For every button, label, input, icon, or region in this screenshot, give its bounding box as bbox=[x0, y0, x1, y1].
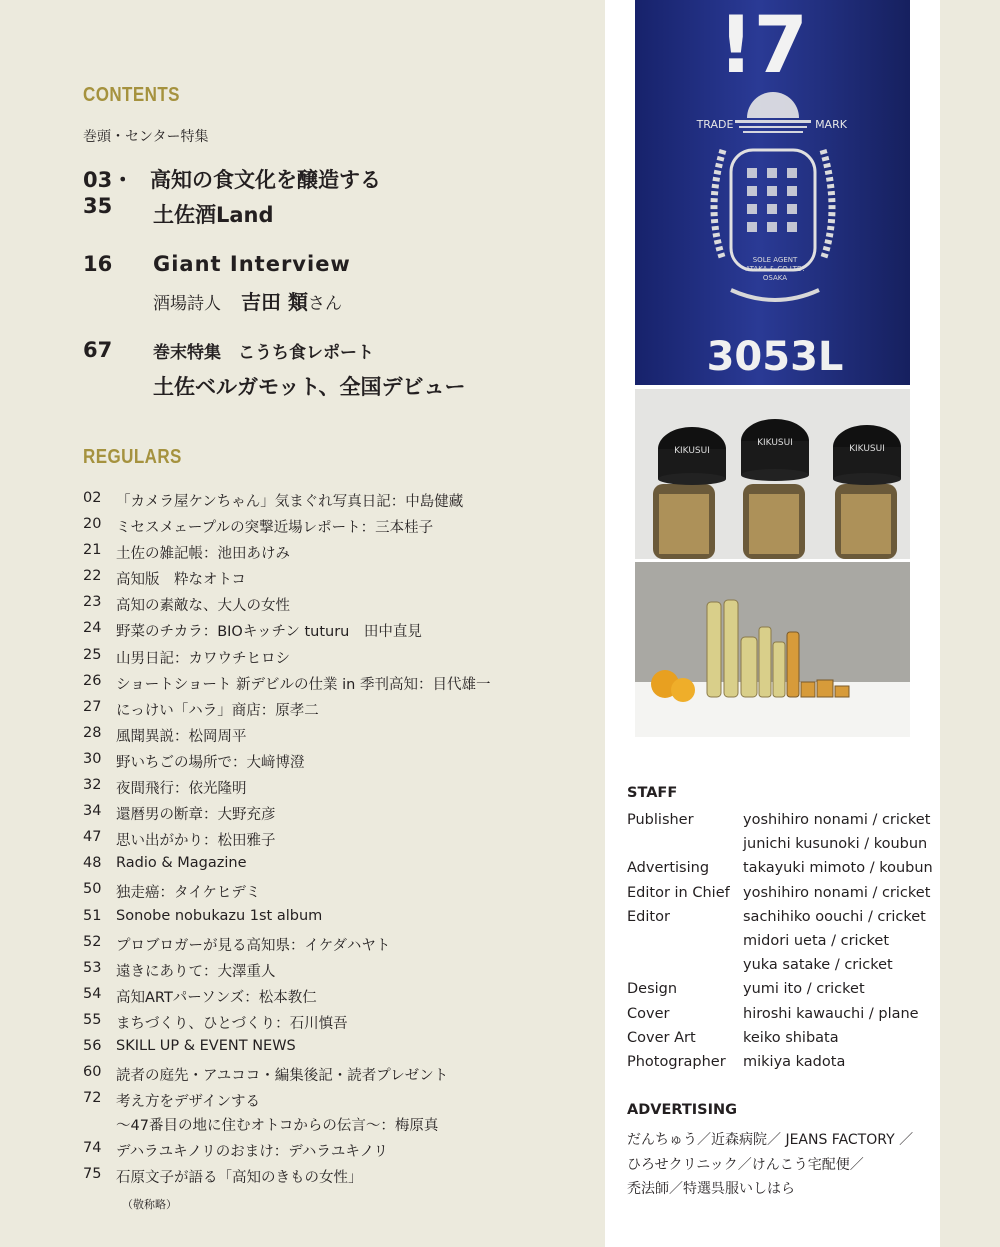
item-title: 高知版 粋なオトコ bbox=[116, 572, 246, 589]
staff-name: keiko shibata bbox=[743, 1029, 839, 1046]
bottles-photo bbox=[635, 562, 910, 737]
item-title: 独走癌：タイケヒデミ bbox=[116, 885, 261, 902]
page-number: 20 bbox=[83, 516, 102, 533]
page-number: 55 bbox=[83, 1011, 102, 1028]
staff-role: Advertising bbox=[627, 860, 710, 877]
item-title: 山男日記：カワウチヒロシ bbox=[116, 650, 290, 667]
page-number: 23 bbox=[83, 594, 102, 611]
tank-capacity: 3053L bbox=[706, 334, 844, 380]
page-number: 34 bbox=[83, 803, 102, 820]
cap-brand: KIKUSUI bbox=[674, 446, 710, 456]
staff-name: junichi kusunoki / koubun bbox=[743, 836, 928, 853]
page-number: 25 bbox=[83, 646, 102, 663]
staff-role: Photographer bbox=[627, 1053, 726, 1070]
feature-page-number: 03・35 bbox=[83, 168, 134, 218]
interviewee-role: 酒場詩人 bbox=[153, 294, 221, 314]
cap-brand: KIKUSUI bbox=[757, 438, 793, 448]
item-title: にっけい「ハラ」商店：原孝二 bbox=[116, 702, 319, 719]
feature-page-number: 16 bbox=[83, 252, 113, 276]
item-title: 土佐の雑記帳：池田あけみ bbox=[116, 546, 290, 563]
item-title: プロブロガーが見る高知県：イケダハヤト bbox=[116, 937, 391, 954]
item-title: ミセスメェープルの突撃近場レポート：三本桂子 bbox=[116, 520, 434, 537]
feature-page-number: 67 bbox=[83, 338, 113, 362]
interviewee-name: 吉田 類 bbox=[241, 290, 308, 314]
page-number: 51 bbox=[83, 907, 102, 924]
page-number: 53 bbox=[83, 959, 102, 976]
staff-role: Cover bbox=[627, 1005, 670, 1022]
page-number: 22 bbox=[83, 568, 102, 585]
staff-role: Cover Art bbox=[627, 1029, 696, 1046]
item-title: SKILL UP & EVENT NEWS bbox=[116, 1037, 296, 1054]
staff-name: hiroshi kawauchi / plane bbox=[743, 1005, 919, 1022]
item-title: まちづくり、ひとづくり：石川慎吾 bbox=[116, 1015, 348, 1032]
item-title: 「カメラ屋ケンちゃん」気まぐれ写真日記：中島健藏 bbox=[116, 494, 464, 510]
feature-title: Giant Interview bbox=[153, 252, 351, 276]
advertisers-list bbox=[627, 1128, 913, 1202]
page-number: 56 bbox=[83, 1037, 102, 1054]
staff-name: yoshihiro nonami / cricket bbox=[743, 812, 931, 828]
staff-heading: STAFF bbox=[627, 785, 678, 801]
page-number: 50 bbox=[83, 881, 102, 898]
feature-subtitle: 土佐ベルガモット、全国デビュー bbox=[153, 375, 466, 399]
staff-name: takayuki mimoto / koubun bbox=[743, 860, 933, 877]
advertisers-line: 禿法師／特選呉服いしはら bbox=[627, 1181, 795, 1197]
item-title: デハラユキノリのおまけ：デハラユキノリ bbox=[116, 1144, 389, 1161]
item-title: 夜間飛行：依光隆明 bbox=[116, 781, 247, 798]
tank-number: !7 bbox=[718, 1, 808, 91]
item-title: 読者の庭先・アユココ・編集後記・読者プレゼント bbox=[116, 1068, 449, 1085]
staff-role: Publisher bbox=[627, 812, 694, 828]
page-number: 72 bbox=[83, 1090, 102, 1107]
staff-role: Editor bbox=[627, 908, 670, 925]
staff-role: Editor in Chief bbox=[627, 884, 730, 901]
contents-heading: CONTENTS bbox=[83, 84, 180, 106]
honorific: さん bbox=[307, 294, 342, 314]
feature-subtitle: 土佐酒Land bbox=[153, 203, 274, 227]
staff-role: Design bbox=[627, 981, 678, 998]
tank-photo bbox=[635, 0, 910, 385]
item-title: 高知ARTパーソンズ：松本教仁 bbox=[116, 989, 317, 1006]
item-title: Sonobe nobukazu 1st album bbox=[116, 907, 323, 924]
item-title: 石原文子が語る「高知のきもの女性」 bbox=[116, 1170, 363, 1187]
page-number: 48 bbox=[83, 855, 102, 872]
page-number: 28 bbox=[83, 724, 102, 741]
maker-line-3: OSAKA bbox=[762, 274, 788, 282]
page-number: 75 bbox=[83, 1166, 102, 1183]
honorific-note: （敬称略） bbox=[122, 1198, 177, 1211]
page-number: 30 bbox=[83, 750, 102, 767]
feature-section-label: 巻頭・センター特集 bbox=[83, 129, 209, 145]
feature-title: 高知の食文化を醸造する bbox=[150, 168, 381, 192]
item-title: 考え方をデザインする bbox=[116, 1094, 260, 1111]
page-number: 32 bbox=[83, 777, 102, 794]
regulars-heading: REGULARS bbox=[83, 446, 182, 468]
staff-name: midori ueta / cricket bbox=[743, 932, 890, 949]
staff-name: yoshihiro nonami / cricket bbox=[743, 884, 931, 901]
item-title: 高知の素敵な、大人の女性 bbox=[116, 598, 290, 615]
page-number: 02 bbox=[83, 490, 102, 506]
page-number: 47 bbox=[83, 829, 102, 846]
item-title: 思い出がかり：松田雅子 bbox=[116, 833, 276, 850]
page-number: 26 bbox=[83, 672, 102, 689]
page-number: 74 bbox=[83, 1140, 102, 1157]
page-number: 52 bbox=[83, 933, 102, 950]
feature-title: 巻末特集 こうち食レポート bbox=[153, 343, 374, 363]
page-number: 24 bbox=[83, 620, 102, 637]
page-number: 21 bbox=[83, 542, 102, 559]
page-number: 60 bbox=[83, 1064, 102, 1081]
item-title: 野いちごの場所で：大﨑博澄 bbox=[116, 754, 305, 771]
item-title: 風聞異説：松岡周平 bbox=[116, 728, 247, 745]
bottle-caps-photo bbox=[635, 389, 910, 559]
item-title: 遠きにありて：大澤重人 bbox=[116, 963, 276, 980]
item-title: ショートショート 新デビルの仕業 in 季刊高知：目代雄一 bbox=[116, 676, 491, 693]
page-number: 27 bbox=[83, 698, 102, 715]
staff-name: yumi ito / cricket bbox=[743, 981, 865, 998]
item-title: 野菜のチカラ：BIOキッチン tuturu 田中直見 bbox=[116, 624, 422, 641]
advertisers-line: だんちゅう／近森病院／ JEANS FACTORY ／ bbox=[627, 1132, 914, 1148]
staff-name: sachihiko oouchi / cricket bbox=[743, 908, 926, 925]
advertising-heading: ADVERTISING bbox=[627, 1102, 738, 1118]
item-title: 還暦男の断章：大野充彦 bbox=[116, 807, 276, 824]
item-title: Radio & Magazine bbox=[116, 855, 247, 872]
staff-name: mikiya kadota bbox=[743, 1053, 846, 1070]
feature-subtitle bbox=[153, 286, 342, 315]
advertisers-line: ひろせクリニック／けんこう宅配便／ bbox=[627, 1156, 864, 1173]
maker-line-1: SOLE AGENT bbox=[752, 256, 798, 264]
mark-text: MARK bbox=[815, 118, 847, 131]
maker-line-2: ATAKA & CO.LTD. bbox=[745, 265, 805, 273]
item-title-second-line: 〜47番目の地に住むオトコからの伝言〜：梅原真 bbox=[116, 1118, 439, 1135]
cap-brand: KIKUSUI bbox=[849, 444, 885, 454]
page-number: 54 bbox=[83, 985, 102, 1002]
trade-text: TRADE bbox=[696, 118, 734, 131]
staff-name: yuka satake / cricket bbox=[743, 957, 893, 974]
